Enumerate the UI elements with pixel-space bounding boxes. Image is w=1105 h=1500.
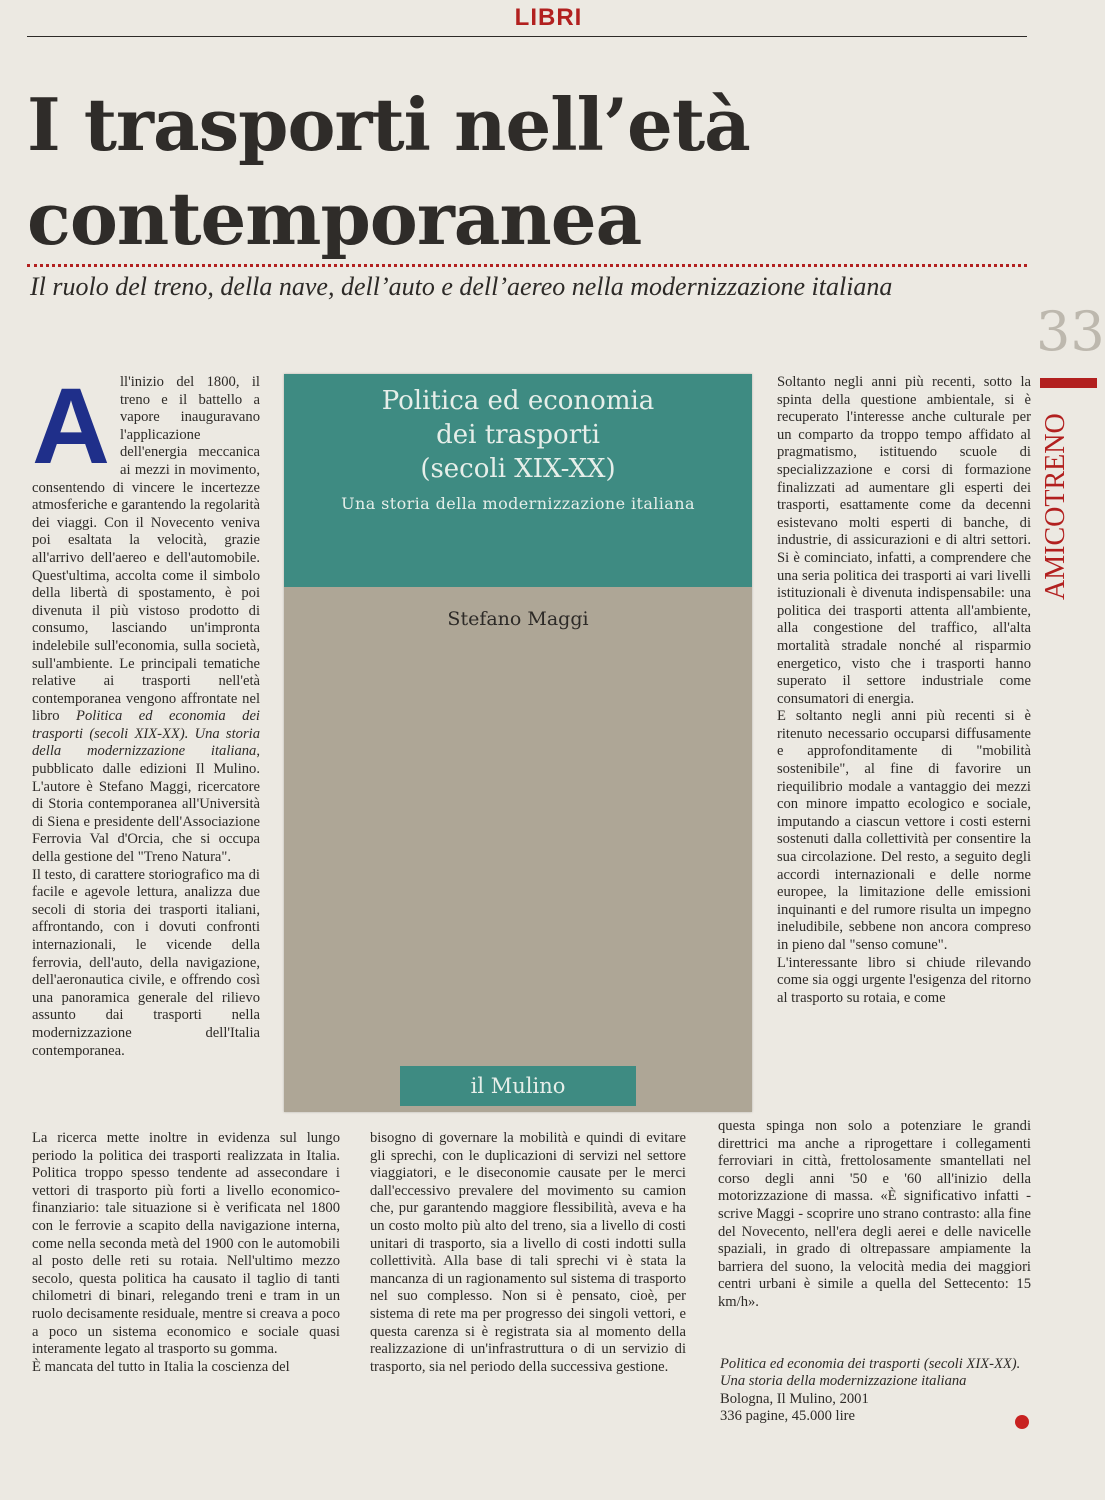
book-info: [720, 1356, 1040, 1426]
cover-subtitle: Una storia della modernizzazione italiana: [341, 494, 695, 513]
left-paragraph-1-text: ll'inizio del 1800, il treno e il battello a vapore inauguravano l'applicazione dell'energia meccanica ai mezzi in movimento, consentendo di vincere le incertezze atmosferiche e garantendo la regolarità dei viaggi. Con il Novecento veniva poi esaltata la velocità, grazie all'arrivo dell'aereo e dell'automobile. Quest'ultima, accolta come il simbolo della libertà di spostamento, è poi divenuta il più vistoso prodotto di consumo, lasciando un'impronta indelebile sull'economia, sulla società, sull'ambiente. Le principali tematiche relative ai trasporti nell'età contemporanea vengono affrontate nel libro: [32, 374, 260, 725]
bottom-right-column: [718, 1118, 1031, 1312]
book-info-title: Politica ed economia dei trasporti (secoli XIX-XX).: [720, 1356, 1021, 1372]
cover-title-line-3: (secoli XIX-XX): [420, 454, 616, 484]
bottom-left-paragraph-1: La ricerca mette inoltre in evidenza sul lungo periodo la politica dei trasporti realizzata in Italia. Politica troppo spesso tendente ad assecondare i vettori di trasporto più forti a livello economico-finanziario: tale situazione si è verificata nel 1800 con le ferrovie a scapito della navigazione interna, come nella seconda metà del 1900 con le automobili al posto delle reti su rotaia. Nell'ultimo mezzo secolo, questa politica ha causato il taglio di tanti chilometri di binari, relegando treni e tram in un ruolo decisamente residuale, mentre si creava a poco a poco un sistema economico e sociale quasi interamente legato al trasporto su gomma.: [32, 1130, 340, 1358]
cover-title-line-1: Politica ed economia: [381, 386, 655, 416]
bottom-left-paragraph-2: È mancata del tutto in Italia la coscienza del: [32, 1358, 290, 1375]
headline: [27, 78, 1027, 266]
book-title-inline: Politica ed economia dei trasporti (secoli XIX-XX). Una storia della modernizzazione italiana: [32, 708, 260, 760]
side-accent-bar: [1040, 378, 1097, 388]
book-info-subtitle: Una storia della modernizzazione italiana: [720, 1373, 967, 1390]
right-paragraph-1: Soltanto negli anni più recenti, sotto la spinta della questione ambientale, si è recuperato l'interesse anche culturale per un comparto da troppo tempo affidato al pragmatismo, istituendo scuole di specializzazione e corsi di formazione finalizzati ad aumentare gli esperti dei trasporti, esattamente come da decenni esistevano molti esperti di banche, di industrie, di assicurazioni e di altri settori. Si è cominciato, infatti, a comprendere che una seria politica dei trasporti ai vari livelli istituzionali è divenuta indispensabile: una politica dei trasporti attenta all'ambiente, alla congestione del traffico, all'alta mortalità stradale nonché al risparmio energetico, visto che i trasporti hanno superato il settore industriale come consumatori di energia.: [777, 374, 1031, 707]
right-paragraph-3: L'interessante libro si chiude rilevando come sia oggi urgente l'esigenza del ritorno al trasporto su rotaia, e come: [777, 954, 1031, 1006]
cover-title-band: [284, 374, 752, 587]
cover-publisher-label: il Mulino: [400, 1066, 636, 1106]
drop-cap: A: [32, 365, 110, 486]
book-info-publisher: Bologna, Il Mulino, 2001: [720, 1390, 869, 1407]
section-label: LIBRI: [514, 4, 583, 31]
right-column: [777, 374, 1031, 1007]
headline-line-2: contemporanea: [27, 176, 642, 261]
left-paragraph-1-end: , pubblicato dalle edizioni Il Mulino. L'autore è Stefano Maggi, ricercatore di Storia contemporanea all'Università di Siena e presidente dell'Associazione Ferrovia Val d'Orcia, che si occupa della gestione del "Treno Natura".: [32, 743, 260, 866]
cover-author: Stefano Maggi: [447, 608, 589, 630]
left-paragraph-2: Il testo, di carattere storiografico ma di facile e agevole lettura, analizza due secoli di storia dei trasporti italiani, affrontando, con i dovuti confronti internazionali, le vicende della ferrovia, dell'auto, della navigazione, dell'aeronautica civile, e offrendo così una panoramica generale del rilievo assunto dai trasporti nella modernizzazione dell'Italia contemporanea.: [32, 866, 260, 1059]
top-rule: [27, 36, 1027, 37]
bottom-middle-column: [370, 1130, 686, 1376]
bottom-left-column: [32, 1130, 340, 1376]
cover-title: [284, 384, 752, 486]
headline-line-1: I trasporti nell’età: [27, 82, 750, 167]
page-number: 33: [1036, 300, 1105, 363]
cover-title-line-2: dei trasporti: [436, 420, 600, 450]
book-cover: [284, 374, 752, 1112]
bottom-middle-paragraph-1: bisogno di governare la mobilità e quindi di evitare gli sprechi, con le duplicazioni di servizi nel settore viaggiatori, e le diseconomie causate per le merci dall'eccessivo prevalere del movimento su camion che, pur garantendo maggiore flessibilità, aveva e ha un costo molto più alto del treno, sia a livello di costi unitari di trasporto, sia a livello di costi indotti sulla collettività. Alla base di tali sprechi vi è stata la mancanza di un ragionamento sul sistema di trasporto nel suo complesso. Non si è pensato, cioè, per sistema di rete ma per progresso dei singoli vettori, e questa carenza si è registrata sia al momento della realizzazione di un'infrastruttura o di un servizio di trasporto, sia nel periodo della successiva gestione.: [370, 1130, 686, 1375]
magazine-name: AMICOTRENO: [1040, 413, 1071, 600]
end-mark-dot: [1015, 1415, 1029, 1429]
article-subtitle: Il ruolo del treno, della nave, dell’auto e dell’aereo nella modernizzazione italiana: [30, 272, 893, 301]
left-column: [32, 365, 260, 1060]
right-paragraph-2: E soltanto negli anni più recenti si è ritenuto necessario occuparsi diffusamente e approfonditamente di "mobilità sostenibile", al fine di favorire un riequilibrio modale a vantaggio dei mezzi con minore impatto ecologico e sociale, imputando a ciascun vettore i costi esterni sostenuti dalla collettività per consentire la sua circolazione. Del resto, a seguito degli accordi internazionali e delle norme europee, la limitazione delle emissioni inquinanti e del rumore risulta un impegno ineludibile, sebbene non ancora compreso in pieno dal "senso comune".: [777, 708, 1031, 953]
bottom-right-paragraph-1: questa spinga non solo a potenziare le grandi direttrici ma anche a riprogettare i collegamenti ferroviari in città, frettolosamente smantellati nel corso degli anni '50 e '60 all'inizio della motorizzazione di massa. «È significativo infatti - scrive Maggi - scoprire uno strano contrasto: alla fine del Novecento, nell'era degli aerei e delle navicelle spaziali, in grado di oltrepassare ampiamente la barriera del suono, la velocità media dei maggiori centri urbani è simile a quella del Settecento: 15 km/h».: [718, 1118, 1031, 1310]
dotted-divider: [27, 264, 1027, 267]
book-info-details: 336 pagine, 45.000 lire: [720, 1408, 855, 1425]
